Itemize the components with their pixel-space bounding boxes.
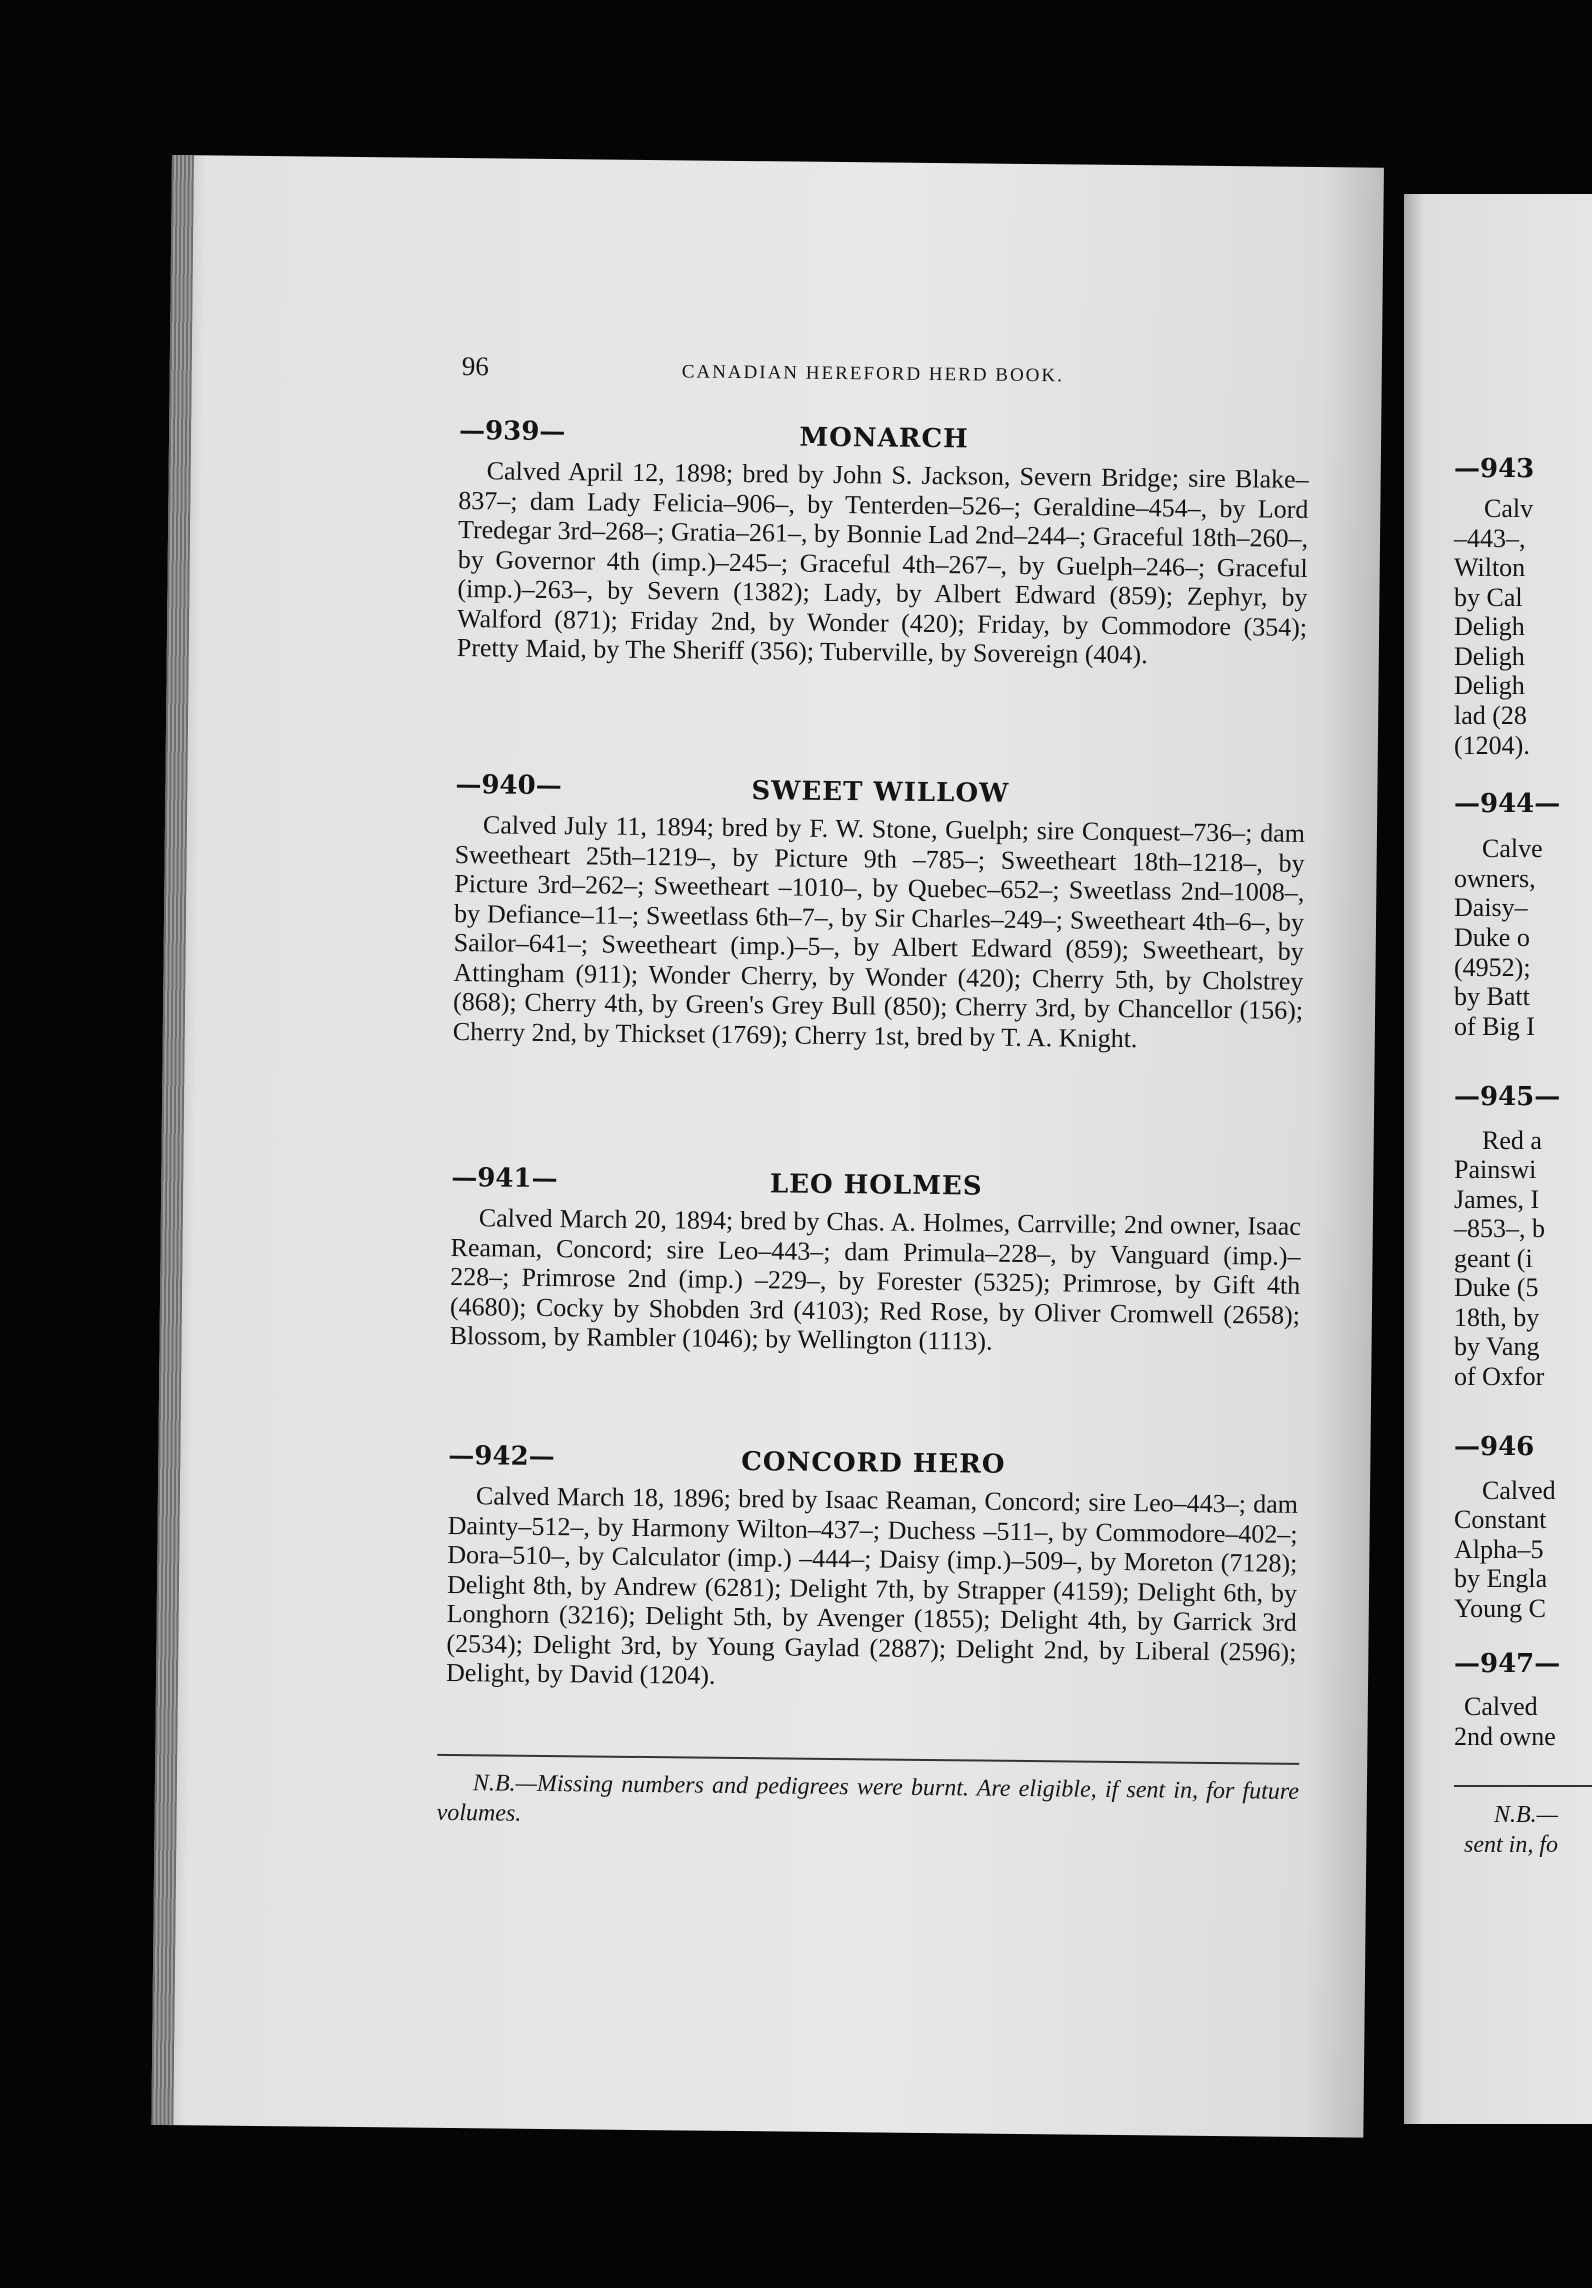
fragment-text: Duke o (1454, 923, 1530, 952)
fragment-text: (4952); (1454, 953, 1531, 982)
entry-title: LEO HOLMES (769, 1169, 983, 1202)
herd-entry-939 (457, 416, 1310, 671)
fragment-text: of Big I (1454, 1012, 1535, 1041)
fragment-text: Deligh (1454, 612, 1525, 641)
fragment-text: Constant (1454, 1505, 1547, 1534)
fragment-text: owners, (1454, 864, 1536, 893)
fragment-text: of Oxfor (1454, 1362, 1545, 1391)
fragment-text: (1204). (1454, 731, 1530, 760)
fragment-text: 18th, by (1454, 1303, 1540, 1332)
fragment-text: Duke (5 (1454, 1273, 1539, 1302)
fragment-text: by Batt (1454, 982, 1530, 1011)
fragment-text: lad (28 (1454, 701, 1527, 730)
running-title: CANADIAN HEREFORD HERD BOOK. (681, 361, 1065, 387)
fragment-footnote-rule (1454, 1785, 1592, 1787)
entry-title: SWEET WILLOW (751, 776, 1010, 809)
herd-entry-941 (449, 1163, 1301, 1359)
fragment-text: James, I (1454, 1185, 1540, 1214)
right-page-edge (1404, 194, 1592, 2124)
fragment-text: Red a (1482, 1126, 1542, 1155)
entry-number: —940— (455, 770, 562, 802)
fragment-text: Calv (1484, 494, 1534, 523)
entry-pedigree-text: Calved March 20, 1894; bred by Chas. A. Holmes, Carrville; 2nd owner, Isaac Reaman, Concord; sire Leo–443–; dam Primula–228–, by Vanguard (imp.)–228–; Primrose 2nd (imp.) –229–, by Forester (5325); Primrose, by Gift 4th (4680); Cocky by Shobden 3rd (4103); Red Rose, by Oliver Cromwell (2658); Blossom, by Rambler (1046); by Wellington (1113). (449, 1203, 1301, 1356)
entry-number: —941— (451, 1162, 558, 1195)
fragment-text: Painswi (1454, 1155, 1537, 1184)
fragment-footnote: sent in, fo (1464, 1832, 1558, 1858)
entry-pedigree-text: Calved March 18, 1896; bred by Isaac Reaman, Concord; sire Leo–443–; dam Dainty–512–, by Harmony Wilton–437–; Duchess –511–, by Commodore–402–; Dora–510–, by Calculator (imp.) –444–; Daisy (imp.)–509–, by Moreton (7128); Delight 8th, by Andrew (6281); Delight 7th, by Strapper (4159); Delight 6th, by Longhorn (3216); Delight 5th, by Avenger (1855); Delight 4th, by Garrick 3rd (2534); Delight 3rd, by Young Gaylad (2887); Delight 2nd, by Liberal (2596); Delight, by David (1204). (445, 1481, 1299, 1690)
fragment-entry-number: —945— (1454, 1082, 1561, 1112)
fragment-text: Deligh (1454, 671, 1525, 700)
footnote-rule (437, 1754, 1299, 1765)
fragment-entry-number: —943 (1454, 454, 1535, 484)
fragment-text: Calved (1482, 1476, 1556, 1505)
entry-number: —939— (458, 416, 566, 448)
entry-title: CONCORD HERO (741, 1447, 1006, 1480)
entry-number: —942— (448, 1440, 555, 1473)
fragment-entry-number: —947— (1454, 1649, 1561, 1679)
fragment-entry-number: —944— (1454, 789, 1561, 819)
fragment-text: Calve (1482, 834, 1543, 863)
fragment-text: Deligh (1454, 642, 1525, 671)
fragment-text: Alpha–5 (1454, 1535, 1544, 1564)
fragment-footnote: N.B.— (1494, 1802, 1559, 1828)
fragment-text: by Engla (1454, 1564, 1548, 1593)
fragment-text: Young C (1454, 1594, 1547, 1623)
entry-title: MONARCH (799, 422, 969, 455)
left-page (151, 155, 1384, 2138)
herd-entry-940 (453, 770, 1306, 1055)
fragment-text: 2nd owne (1454, 1722, 1556, 1751)
page-number: 96 (461, 351, 489, 382)
fragment-text: by Vang (1454, 1332, 1540, 1361)
fragment-text: –853–, b (1454, 1214, 1545, 1243)
fragment-text: Wilton (1454, 553, 1526, 582)
fragment-text: Calved (1464, 1692, 1538, 1721)
entry-pedigree-text: Calved July 11, 1894; bred by F. W. Stone, Guelph; sire Conquest–736–; dam Sweetheart 25th–1219–, by Picture 9th –785–; Sweetheart 18th–1218–, by Picture 3rd–262–; Sweetheart –1010–, by Quebec–652–; Sweetlass 2nd–1008–, by Defiance–11–; Sweetlass 6th–7–, by Sir Charles–249–; Sweetheart 4th–6–, by Sailor–641–; Sweetheart (imp.)–5–, by Albert Edward (859); Sweetheart, by Attingham (911); Wonder Cherry, by Wonder (420); Cherry 5th, by Cholstrey (868); Cherry 4th, by Green's Grey Bull (850); Cherry 3rd, by Chancellor (156); Cherry 2nd, by Thickset (1769); Cherry 1st, bred by T. A. Knight. (452, 810, 1306, 1053)
entry-pedigree-text: Calved April 12, 1898; bred by John S. Jackson, Severn Bridge; sire Blake–837–; dam Lady Felicia–906–, by Tenterden–526–; Geraldine–454–, by Lord Tredegar 3rd–268–; Gratia–261–, by Bonnie Lad 2nd–244–; Graceful 18th–260–, by Governor 4th (imp.)–245–; Graceful 4th–267–, by Guelph–246–; Graceful (imp.)–263–, by Severn (1382); Lady, by Albert Edward (859); Zephyr, by Walford (871); Friday 2nd, by Wonder (420); Friday, by Commodore (354); Pretty Maid, by The Sheriff (356); Tuberville, by Sovereign (404). (456, 456, 1309, 670)
fragment-text: Daisy– (1454, 893, 1528, 922)
herd-entry-942 (446, 1441, 1299, 1696)
fragment-text: –443–, (1454, 524, 1526, 553)
fragment-text: geant (i (1454, 1244, 1533, 1273)
footnote: N.B.—Missing numbers and pedigrees were burnt. Are eligible, if sent in, for future volumes. (436, 1770, 1300, 1827)
page-edge (151, 155, 194, 2125)
fragment-entry-number: —946 (1454, 1432, 1535, 1462)
fragment-text: by Cal (1454, 583, 1523, 612)
